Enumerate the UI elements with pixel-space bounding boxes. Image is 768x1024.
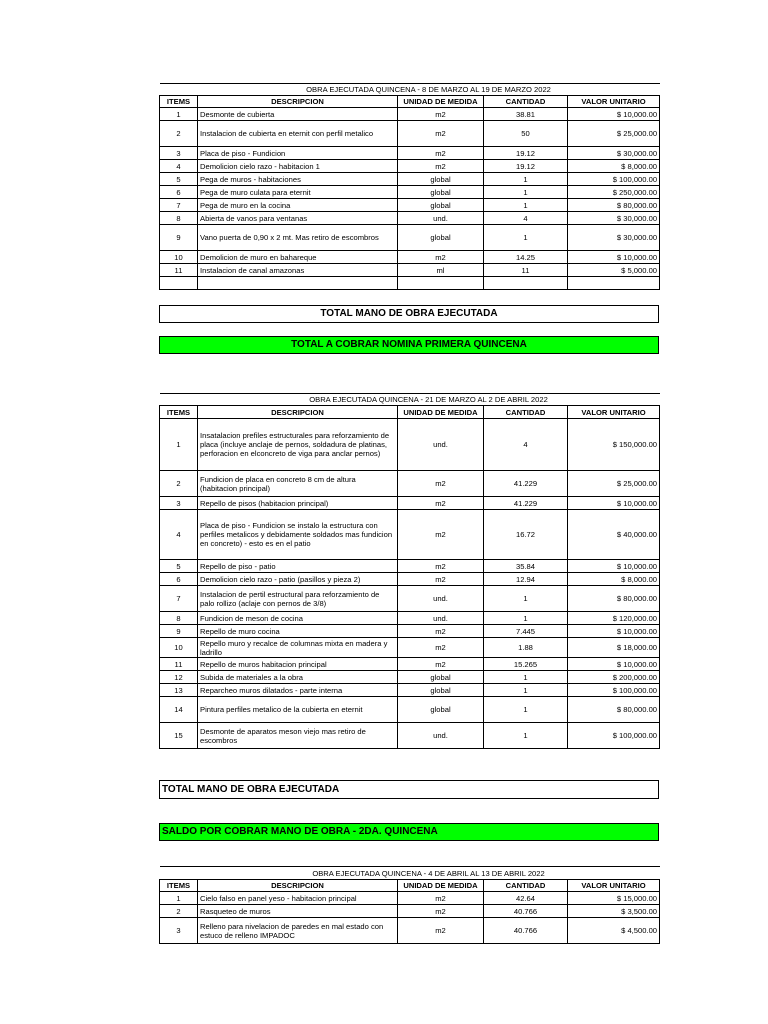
table-row xyxy=(160,697,660,723)
item-quantity: 35.84 xyxy=(484,560,568,573)
item-description: Repello de muro cocina xyxy=(198,625,398,638)
table-row xyxy=(160,147,660,160)
section-2-table xyxy=(159,393,660,749)
table-row xyxy=(160,225,660,251)
item-number: 12 xyxy=(160,671,198,684)
item-unit-price: $ 10,000.00 xyxy=(568,497,660,510)
item-unit: m2 xyxy=(398,625,484,638)
table-row xyxy=(160,173,660,186)
table-row xyxy=(160,199,660,212)
table-row xyxy=(160,121,660,147)
table-row xyxy=(160,560,660,573)
item-unit-price: $ 100,000.00 xyxy=(568,684,660,697)
item-description: Placa de piso - Fundicion se instalo la estructura con perfiles metalicos y debidamente soldados mas fundicion en concreto) - esto es en el patio xyxy=(198,510,398,560)
item-description: Repello de piso - patio xyxy=(198,560,398,573)
item-number: 2 xyxy=(160,471,198,497)
header-valor: VALOR UNITARIO xyxy=(568,96,660,108)
item-unit-price: $ 10,000.00 xyxy=(568,108,660,121)
item-unit: global xyxy=(398,697,484,723)
item-number: 5 xyxy=(160,173,198,186)
item-description: Pintura perfiles metalico de la cubierta en eternit xyxy=(198,697,398,723)
item-quantity: 19.12 xyxy=(484,147,568,160)
section-2-total-label: TOTAL MANO DE OBRA EJECUTADA xyxy=(162,784,340,795)
item-quantity: 41.229 xyxy=(484,497,568,510)
section-1-green-label: TOTAL A COBRAR NOMINA PRIMERA QUINCENA xyxy=(291,339,527,350)
item-description: Pega de muro en la cocina xyxy=(198,199,398,212)
table-row xyxy=(160,671,660,684)
header-valor: VALOR UNITARIO xyxy=(568,406,660,419)
section-3-title: OBRA EJECUTADA QUINCENA - 4 DE ABRIL AL 13 DE ABRIL 2022 xyxy=(160,867,660,880)
item-description: Demolicion cielo razo - habitacion 1 xyxy=(198,160,398,173)
item-quantity: 1 xyxy=(484,684,568,697)
item-unit-price: $ 4,500.00 xyxy=(568,918,660,944)
header-items: ITEMS xyxy=(160,406,198,419)
item-unit-price: $ 3,500.00 xyxy=(568,905,660,918)
item-number: 4 xyxy=(160,510,198,560)
item-unit: m2 xyxy=(398,560,484,573)
item-number: 10 xyxy=(160,638,198,658)
item-number: 2 xyxy=(160,905,198,918)
item-unit-price: $ 30,000.00 xyxy=(568,212,660,225)
item-unit: global xyxy=(398,684,484,697)
item-number: 7 xyxy=(160,199,198,212)
section-2-total xyxy=(159,780,659,799)
item-unit-price: $ 25,000.00 xyxy=(568,121,660,147)
item-quantity: 50 xyxy=(484,121,568,147)
item-unit: und. xyxy=(398,212,484,225)
item-unit-price: $ 18,000.00 xyxy=(568,638,660,658)
section-2-green-label: SALDO POR COBRAR MANO DE OBRA - 2DA. QUINCENA xyxy=(162,826,438,837)
item-number: 1 xyxy=(160,419,198,471)
item-unit-price: $ 15,000.00 xyxy=(568,892,660,905)
item-unit: m2 xyxy=(398,121,484,147)
item-number: 5 xyxy=(160,560,198,573)
item-description: Reparcheo muros dilatados - parte interna xyxy=(198,684,398,697)
item-unit: m2 xyxy=(398,638,484,658)
item-unit: und. xyxy=(398,612,484,625)
table-row xyxy=(160,419,660,471)
item-unit-price: $ 150,000.00 xyxy=(568,419,660,471)
item-quantity: 1 xyxy=(484,186,568,199)
item-number: 9 xyxy=(160,625,198,638)
item-quantity: 1 xyxy=(484,173,568,186)
item-description: Repello de muros habitacion principal xyxy=(198,658,398,671)
item-unit-price: $ 8,000.00 xyxy=(568,160,660,173)
item-quantity: 12.94 xyxy=(484,573,568,586)
item-unit-price: $ 8,000.00 xyxy=(568,573,660,586)
item-number: 2 xyxy=(160,121,198,147)
item-unit: global xyxy=(398,671,484,684)
table-row xyxy=(160,723,660,749)
item-unit-price: $ 10,000.00 xyxy=(568,625,660,638)
item-quantity: 40.766 xyxy=(484,918,568,944)
item-description: Placa de piso - Fundicion xyxy=(198,147,398,160)
item-unit: m2 xyxy=(398,573,484,586)
table-row xyxy=(160,658,660,671)
item-unit-price: $ 250,000.00 xyxy=(568,186,660,199)
item-unit-price: $ 30,000.00 xyxy=(568,147,660,160)
item-quantity: 1.88 xyxy=(484,638,568,658)
item-description: Insatalacion prefiles estructurales para reforzamiento de placa (incluye anclaje de pernos, soldadura de platinas, perforacion en elconcreto de viga para anclar pernos) xyxy=(198,419,398,471)
item-quantity: 42.64 xyxy=(484,892,568,905)
item-description: Repello de pisos (habitacion principal) xyxy=(198,497,398,510)
item-description: Pega de muros - habitaciones xyxy=(198,173,398,186)
item-description: Demolicion cielo razo - patio (pasillos y pieza 2) xyxy=(198,573,398,586)
table-row xyxy=(160,684,660,697)
item-unit: ml xyxy=(398,264,484,277)
item-number: 8 xyxy=(160,612,198,625)
header-cantidad: CANTIDAD xyxy=(484,96,568,108)
item-unit: und. xyxy=(398,586,484,612)
item-unit: m2 xyxy=(398,160,484,173)
table-row xyxy=(160,612,660,625)
header-unidad: UNIDAD DE MEDIDA xyxy=(398,96,484,108)
item-description: Pega de muro culata para eternit xyxy=(198,186,398,199)
item-number: 4 xyxy=(160,160,198,173)
item-unit: global xyxy=(398,199,484,212)
table-row-empty xyxy=(160,277,660,290)
table-row xyxy=(160,160,660,173)
item-unit-price: $ 40,000.00 xyxy=(568,510,660,560)
section-1-rows xyxy=(160,108,660,277)
item-quantity: 1 xyxy=(484,586,568,612)
table-row xyxy=(160,251,660,264)
section-1-title: OBRA EJECUTADA QUINCENA - 8 DE MARZO AL 19 DE MARZO 2022 xyxy=(160,84,660,96)
item-unit: m2 xyxy=(398,918,484,944)
item-unit-price: $ 120,000.00 xyxy=(568,612,660,625)
table-row xyxy=(160,573,660,586)
item-quantity: 1 xyxy=(484,199,568,212)
item-number: 14 xyxy=(160,697,198,723)
item-number: 11 xyxy=(160,658,198,671)
item-unit: m2 xyxy=(398,471,484,497)
section-2-title: OBRA EJECUTADA QUINCENA - 21 DE MARZO AL 2 DE ABRIL 2022 xyxy=(160,394,660,406)
section-1-green-total xyxy=(159,336,659,354)
item-description: Instalacion de canal amazonas xyxy=(198,264,398,277)
item-unit-price: $ 10,000.00 xyxy=(568,658,660,671)
item-description: Desmonte de cubierta xyxy=(198,108,398,121)
item-description: Subida de materiales a la obra xyxy=(198,671,398,684)
table-row xyxy=(160,510,660,560)
item-unit: m2 xyxy=(398,251,484,264)
table-row xyxy=(160,625,660,638)
item-unit: m2 xyxy=(398,108,484,121)
item-description: Vano puerta de 0,90 x 2 mt. Mas retiro de escombros xyxy=(198,225,398,251)
item-number: 1 xyxy=(160,108,198,121)
item-unit-price: $ 80,000.00 xyxy=(568,199,660,212)
header-valor: VALOR UNITARIO xyxy=(568,880,660,892)
item-unit: m2 xyxy=(398,658,484,671)
item-quantity: 40.766 xyxy=(484,905,568,918)
item-description: Fundicion de meson de cocina xyxy=(198,612,398,625)
table-row xyxy=(160,905,660,918)
item-quantity: 1 xyxy=(484,225,568,251)
section-3-table-wrap xyxy=(159,866,659,944)
header-cantidad: CANTIDAD xyxy=(484,406,568,419)
item-description: Repello muro y recalce de columnas mixta en madera y ladrillo xyxy=(198,638,398,658)
item-unit: m2 xyxy=(398,147,484,160)
table-row xyxy=(160,264,660,277)
item-number: 10 xyxy=(160,251,198,264)
item-quantity: 38.81 xyxy=(484,108,568,121)
item-quantity: 16.72 xyxy=(484,510,568,560)
item-number: 1 xyxy=(160,892,198,905)
section-1-table-wrap xyxy=(159,83,659,290)
item-description: Instalacion de pertil estructural para reforzamiento de palo rollizo (aclaje con pernos de 3/8) xyxy=(198,586,398,612)
section-1-table xyxy=(159,83,660,290)
item-number: 15 xyxy=(160,723,198,749)
item-number: 9 xyxy=(160,225,198,251)
section-1-total xyxy=(159,305,659,323)
section-3-table xyxy=(159,866,660,944)
item-unit: global xyxy=(398,173,484,186)
item-unit-price: $ 200,000.00 xyxy=(568,671,660,684)
item-quantity: 4 xyxy=(484,419,568,471)
item-quantity: 41.229 xyxy=(484,471,568,497)
item-unit: m2 xyxy=(398,510,484,560)
item-quantity: 15.265 xyxy=(484,658,568,671)
item-number: 8 xyxy=(160,212,198,225)
item-unit-price: $ 30,000.00 xyxy=(568,225,660,251)
item-unit-price: $ 5,000.00 xyxy=(568,264,660,277)
item-number: 11 xyxy=(160,264,198,277)
item-description: Demolicion de muro en bahareque xyxy=(198,251,398,264)
item-unit-price: $ 100,000.00 xyxy=(568,723,660,749)
item-unit: m2 xyxy=(398,497,484,510)
header-descripcion: DESCRIPCION xyxy=(198,406,398,419)
table-row xyxy=(160,212,660,225)
header-descripcion: DESCRIPCION xyxy=(198,880,398,892)
item-unit-price: $ 80,000.00 xyxy=(568,697,660,723)
section-3-rows xyxy=(160,892,660,944)
item-quantity: 1 xyxy=(484,723,568,749)
table-row xyxy=(160,586,660,612)
item-description: Cielo falso en panel yeso - habitacion principal xyxy=(198,892,398,905)
header-unidad: UNIDAD DE MEDIDA xyxy=(398,406,484,419)
item-number: 6 xyxy=(160,186,198,199)
item-quantity: 1 xyxy=(484,697,568,723)
table-row xyxy=(160,108,660,121)
item-description: Instalacion de cubierta en eternit con perfil metalico xyxy=(198,121,398,147)
item-number: 13 xyxy=(160,684,198,697)
table-row xyxy=(160,638,660,658)
section-2-rows xyxy=(160,419,660,749)
header-items: ITEMS xyxy=(160,880,198,892)
item-unit: m2 xyxy=(398,892,484,905)
item-unit-price: $ 10,000.00 xyxy=(568,560,660,573)
item-quantity: 7.445 xyxy=(484,625,568,638)
header-unidad: UNIDAD DE MEDIDA xyxy=(398,880,484,892)
table-row xyxy=(160,497,660,510)
item-number: 7 xyxy=(160,586,198,612)
item-unit-price: $ 25,000.00 xyxy=(568,471,660,497)
item-unit-price: $ 10,000.00 xyxy=(568,251,660,264)
item-quantity: 19.12 xyxy=(484,160,568,173)
item-unit-price: $ 80,000.00 xyxy=(568,586,660,612)
item-quantity: 1 xyxy=(484,671,568,684)
item-number: 6 xyxy=(160,573,198,586)
item-quantity: 11 xyxy=(484,264,568,277)
item-quantity: 4 xyxy=(484,212,568,225)
item-number: 3 xyxy=(160,918,198,944)
table-row xyxy=(160,918,660,944)
item-unit: m2 xyxy=(398,905,484,918)
item-description: Rasqueteo de muros xyxy=(198,905,398,918)
table-row xyxy=(160,892,660,905)
item-number: 3 xyxy=(160,147,198,160)
item-unit: global xyxy=(398,225,484,251)
item-unit-price: $ 100,000.00 xyxy=(568,173,660,186)
item-number: 3 xyxy=(160,497,198,510)
item-unit: und. xyxy=(398,723,484,749)
item-description: Desmonte de aparatos meson viejo mas retiro de escombros xyxy=(198,723,398,749)
section-1-total-label: TOTAL MANO DE OBRA EJECUTADA xyxy=(320,308,498,319)
item-description: Relleno para nivelacion de paredes en mal estado con estuco de relleno IMPADOC xyxy=(198,918,398,944)
table-row xyxy=(160,186,660,199)
header-cantidad: CANTIDAD xyxy=(484,880,568,892)
item-unit: global xyxy=(398,186,484,199)
item-unit: und. xyxy=(398,419,484,471)
item-quantity: 14.25 xyxy=(484,251,568,264)
header-descripcion: DESCRIPCION xyxy=(198,96,398,108)
section-2-table-wrap xyxy=(159,393,659,749)
item-quantity: 1 xyxy=(484,612,568,625)
item-description: Abierta de vanos para ventanas xyxy=(198,212,398,225)
section-2-green-total xyxy=(159,823,659,841)
item-description: Fundicion de placa en concreto 8 cm de altura (habitacion principal) xyxy=(198,471,398,497)
header-items: ITEMS xyxy=(160,96,198,108)
table-row xyxy=(160,471,660,497)
